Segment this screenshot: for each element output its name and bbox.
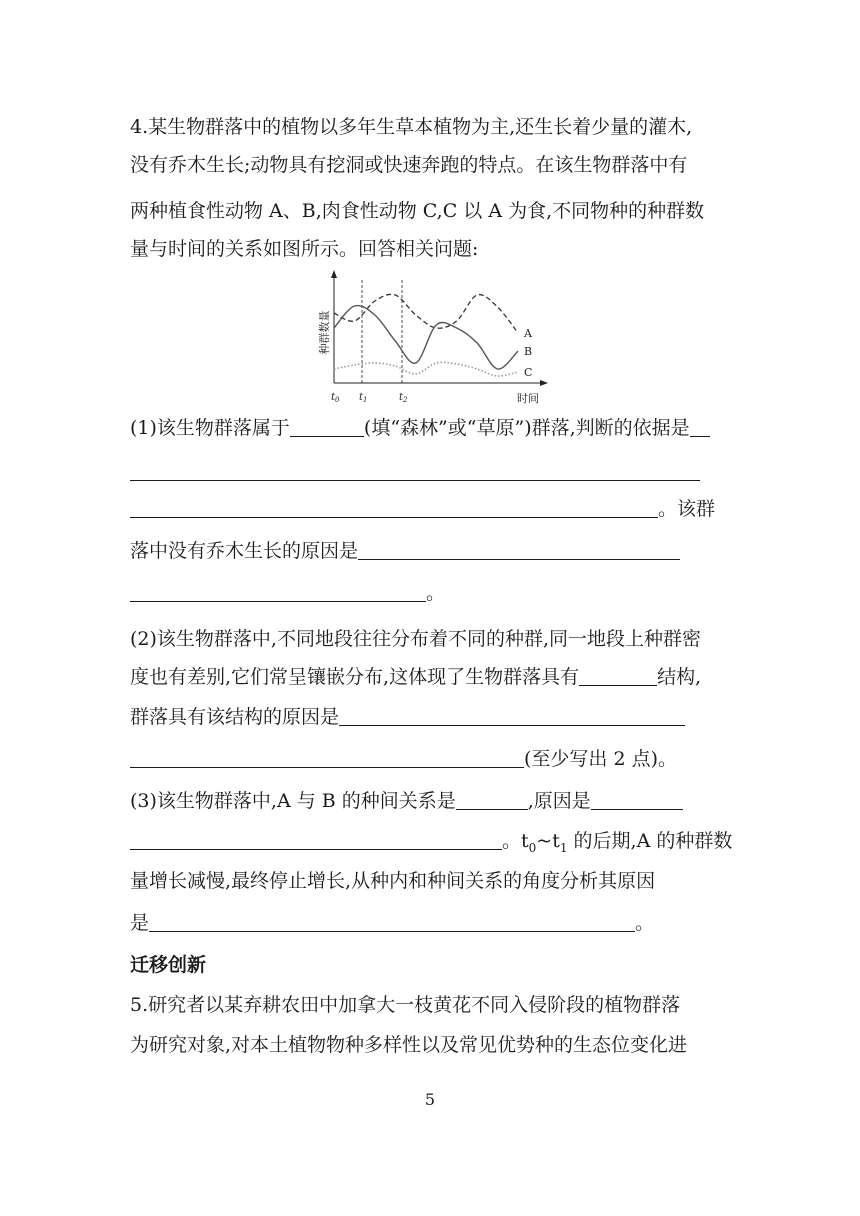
q4-part3-text-d: 的后期,A 的种群数	[567, 830, 733, 852]
answer-blank-5[interactable]	[358, 537, 680, 560]
subscript-0: 0	[528, 840, 537, 855]
q5-line-2: 为研究对象,对本土植物物种多样性以及常见优势种的生态位变化进	[130, 1034, 688, 1056]
q4-part3-text-a: (3)该生物群落中,A 与 B 的种间关系是	[130, 790, 456, 812]
tick-label-t0: $t_0$	[331, 392, 340, 404]
answer-blank-10[interactable]	[456, 787, 528, 810]
population-chart	[318, 266, 552, 408]
q4-part2-line-1: (2)该生物群落中,不同地段往往分布着不同的种群,同一地段上种群密	[130, 628, 701, 650]
y-axis-label: 种群数量	[318, 310, 331, 355]
answer-blank-11[interactable]	[591, 787, 683, 810]
q4-part2-text-b: 结构,	[657, 666, 702, 688]
q4-intro-line-3: 两种植食性动物 A、B,肉食性动物 C,C 以 A 为食,不同物种的种群数	[130, 200, 705, 222]
answer-blank-8[interactable]	[339, 703, 685, 726]
q4-part1-text-d: 落中没有乔木生长的原因是	[130, 540, 359, 562]
q4-part3-text-c: 。t	[502, 830, 529, 852]
tick-label-t1: $t_1$	[359, 392, 368, 404]
q4-part1-text-e: 。	[426, 582, 446, 604]
series-label-A: A	[524, 327, 532, 340]
q4-part1-line-5	[130, 578, 445, 608]
q5-line-1: 5.研究者以某弃耕农田中加拿大一枝黄花不同入侵阶段的植物群落	[130, 994, 681, 1016]
q4-part2-text-c: 群落具有该结构的原因是	[130, 706, 340, 728]
q4-intro-line-1: 4.某生物群落中的植物以多年生草本植物为主,还生长着少量的灌木,	[130, 116, 693, 138]
answer-blank-13[interactable]	[149, 909, 635, 932]
q4-part3-line-3: 量增长减慢,最终停止增长,从种内和种间关系的角度分析其原因	[130, 870, 656, 892]
q4-part3-line-1	[130, 786, 683, 816]
series-label-B: B	[524, 345, 533, 358]
answer-blank-12[interactable]	[130, 827, 502, 850]
q4-part1-line-1	[130, 413, 710, 443]
q4-part3-text-e: 是	[130, 912, 150, 934]
q4-intro-line-4: 量与时间的关系如图所示。回答相关问题:	[130, 238, 479, 260]
q4-part3-text-b: ,原因是	[527, 790, 591, 812]
q4-part1-line-2	[130, 456, 700, 486]
answer-blank-3[interactable]	[130, 458, 700, 481]
answer-blank-2[interactable]	[690, 414, 710, 437]
q4-part3-line-2	[130, 826, 732, 863]
answer-blank-6[interactable]	[130, 579, 426, 602]
subscript-1: 1	[559, 840, 568, 855]
q4-part1-text-a: (1)该生物群落属于	[130, 417, 290, 439]
series-label-C: C	[524, 366, 533, 379]
answer-blank-4[interactable]	[130, 495, 658, 518]
answer-blank-9[interactable]	[130, 745, 524, 768]
x-axis-arrow	[540, 380, 548, 386]
answer-blank-7[interactable]	[579, 663, 657, 686]
q4-intro-line-2: 没有乔木生长;动物具有挖洞或快速奔跑的特点。在该生物群落中有	[130, 154, 688, 176]
q4-part2-text-a: 度也有差别,它们常呈镶嵌分布,这体现了生物群落具有	[130, 666, 580, 688]
section-title: 迁移创新	[130, 954, 207, 976]
q4-part3-tilde: ~t	[536, 830, 560, 852]
tick-label-t2: $t_2$	[399, 392, 408, 404]
chart-labels	[317, 311, 539, 406]
q4-part3-text-f: 。	[635, 912, 655, 934]
q4-part2-line-3	[130, 702, 685, 732]
x-axis-label: 时间	[517, 392, 539, 405]
q4-part2-line-2	[130, 662, 701, 692]
q4-part2-text-d: (至少写出 2 点)。	[524, 748, 677, 770]
q4-part1-line-4	[130, 536, 680, 566]
q4-part1-text-b: (填“森林”或“草原”)群落,判断的依据是	[363, 417, 690, 439]
q4-part3-line-4	[130, 908, 654, 938]
answer-blank-1[interactable]	[290, 414, 364, 437]
q4-part1-line-3	[130, 494, 715, 524]
q4-part1-text-c: 。该群	[658, 498, 716, 520]
y-axis-arrow	[331, 270, 337, 278]
series-C-line	[334, 362, 518, 376]
q4-part2-line-4	[130, 744, 677, 774]
page-number: 5	[424, 1090, 436, 1109]
